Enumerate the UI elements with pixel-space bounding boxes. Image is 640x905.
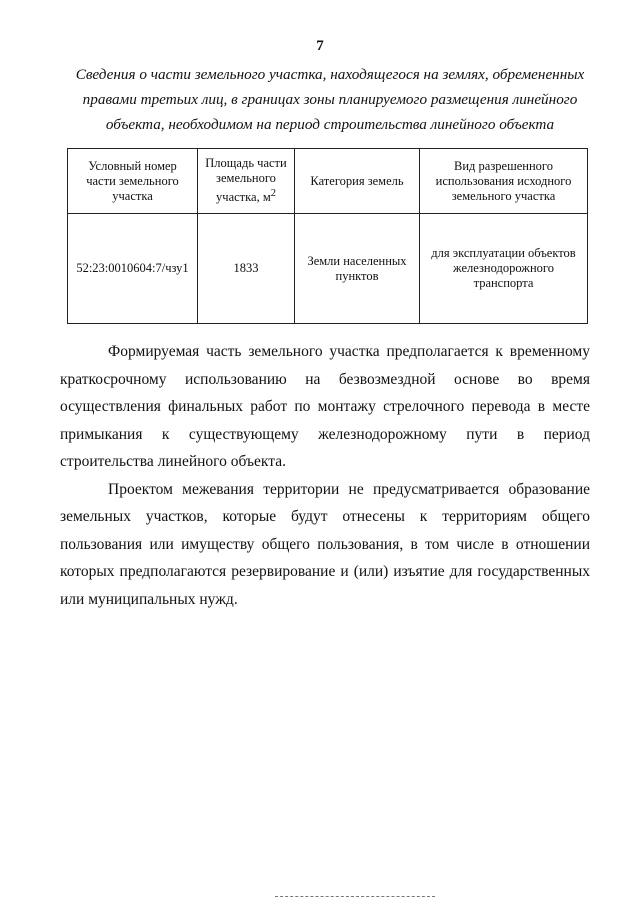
paragraph: Проектом межевания территории не предусматривается образование земельных участков, которые будут отнесены к территориям общего пользования или имуществу общего пользования, в том числе в отношении которых предполагаются резервирование и (или) изъятие для государственных или муниципальных нужд. [60, 480, 590, 608]
heading-line: Сведения о части земельного участка, находящегося на землях, обремененных [75, 66, 585, 83]
table-row [68, 214, 588, 324]
body-text [60, 338, 590, 613]
header-permitted-use: Вид разрешенного использования исходного земельного участка [420, 149, 588, 214]
cell-parcel-number: 52:23:0010604:7/чзу1 [68, 214, 198, 324]
area-unit-superscript: 2 [270, 188, 276, 200]
page-number: 7 [316, 38, 324, 54]
header-parcel-number: Условный номер части земельного участка [68, 149, 198, 214]
header-land-category: Категория земель [295, 149, 420, 214]
footer-line [275, 896, 435, 897]
paragraph: Формируемая часть земельного участка предполагается к временному краткосрочному использованию на безвозмездной основе во время осуществления финальных работ по монтажу стрелочного перевода в месте примыкания к существующему железнодорожному пути в период строительства линейного объекта. [60, 343, 590, 470]
header-area-label: Площадь части земельного участка, м [205, 156, 287, 205]
cell-land-category: Земли населенных пунктов [295, 214, 420, 324]
land-parcel-table [67, 148, 588, 324]
cell-area: 1833 [198, 214, 295, 324]
heading-line: объекта, необходимом на период строительства линейного объекта [105, 116, 555, 133]
table-header-row [68, 149, 588, 214]
header-area [198, 149, 295, 214]
section-heading [60, 62, 600, 137]
heading-line: правами третьих лиц, в границах зоны планируемого размещения линейного [82, 91, 578, 108]
cell-permitted-use: для эксплуатации объектов железнодорожного транспорта [420, 214, 588, 324]
